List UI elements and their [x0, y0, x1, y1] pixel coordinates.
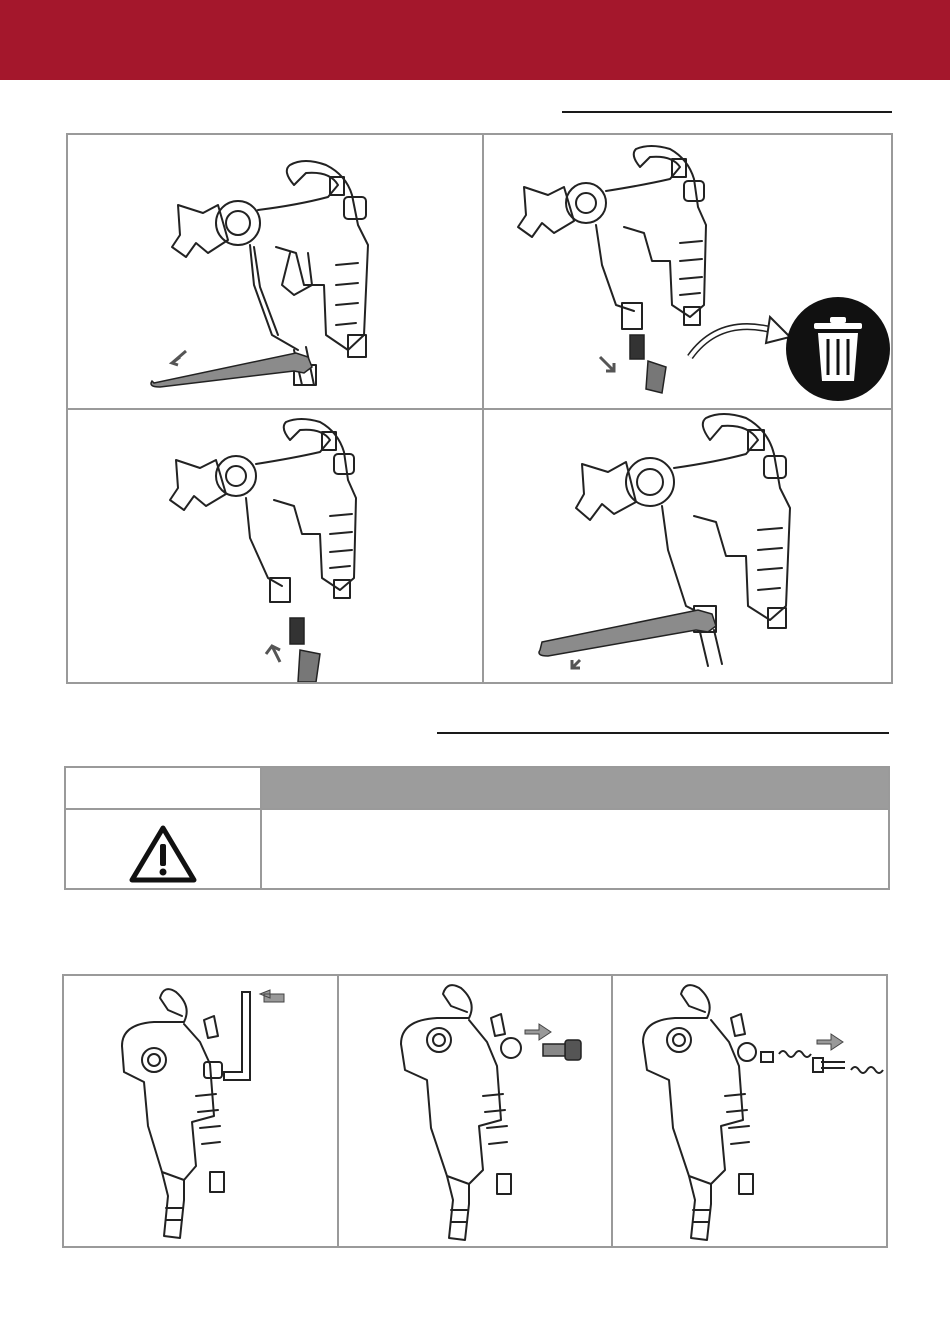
needle-parts-icon	[761, 1051, 883, 1073]
needle-removal-step-2	[339, 976, 611, 1246]
spray-gun-icon	[643, 985, 756, 1240]
warning-text-cell	[260, 808, 890, 890]
arrow-icon	[266, 646, 280, 662]
arrow-icon	[572, 660, 580, 668]
needle-removal-step-1	[64, 976, 337, 1246]
filter-housing-icon	[646, 361, 666, 393]
arrow-icon	[525, 1024, 551, 1040]
needle-spring-removal-illustration	[613, 976, 886, 1246]
cap-removal-illustration	[339, 976, 611, 1246]
spray-gun-icon	[172, 161, 368, 385]
filter-housing-icon	[298, 650, 320, 682]
section-title-underline-2	[437, 732, 889, 734]
filter-removal-step-1	[68, 135, 482, 408]
filter-element-icon	[290, 618, 304, 644]
warning-table-header-right	[260, 766, 890, 810]
warning-triangle-icon	[128, 824, 198, 884]
filter-discard-illustration	[484, 135, 893, 408]
section-title-underline	[562, 111, 892, 113]
filter-install-illustration	[68, 410, 482, 682]
hex-key-icon	[224, 992, 250, 1080]
needle-steps-grid	[62, 974, 888, 1248]
spray-gun-icon	[170, 419, 356, 602]
filter-removal-step-4	[484, 410, 893, 682]
warning-table	[64, 766, 890, 890]
filter-element-icon	[630, 335, 644, 359]
warning-table-header-left	[64, 766, 262, 810]
wrench-icon	[151, 353, 312, 387]
trash-can-icon	[786, 297, 890, 401]
air-cap-icon	[543, 1040, 581, 1060]
spray-gun-icon	[518, 146, 706, 329]
wrench-icon	[539, 610, 716, 656]
spray-gun-icon	[122, 989, 224, 1238]
arrow-icon	[817, 1034, 843, 1050]
spray-gun-with-wrench-illustration	[68, 135, 482, 408]
warning-icon-cell	[64, 808, 262, 890]
spray-gun-with-wrench-tighten-illustration	[484, 410, 893, 682]
arrow-icon	[172, 351, 186, 365]
arrow-icon	[260, 990, 284, 1002]
arrow-icon	[766, 317, 790, 343]
needle-removal-step-3	[613, 976, 886, 1246]
filter-removal-step-2	[484, 135, 893, 408]
hex-key-loosen-illustration	[64, 976, 337, 1246]
arrow-icon	[600, 357, 614, 371]
filter-removal-step-3	[68, 410, 482, 682]
filter-steps-grid	[66, 133, 893, 684]
spray-gun-icon	[401, 985, 521, 1240]
header-band	[0, 0, 950, 80]
